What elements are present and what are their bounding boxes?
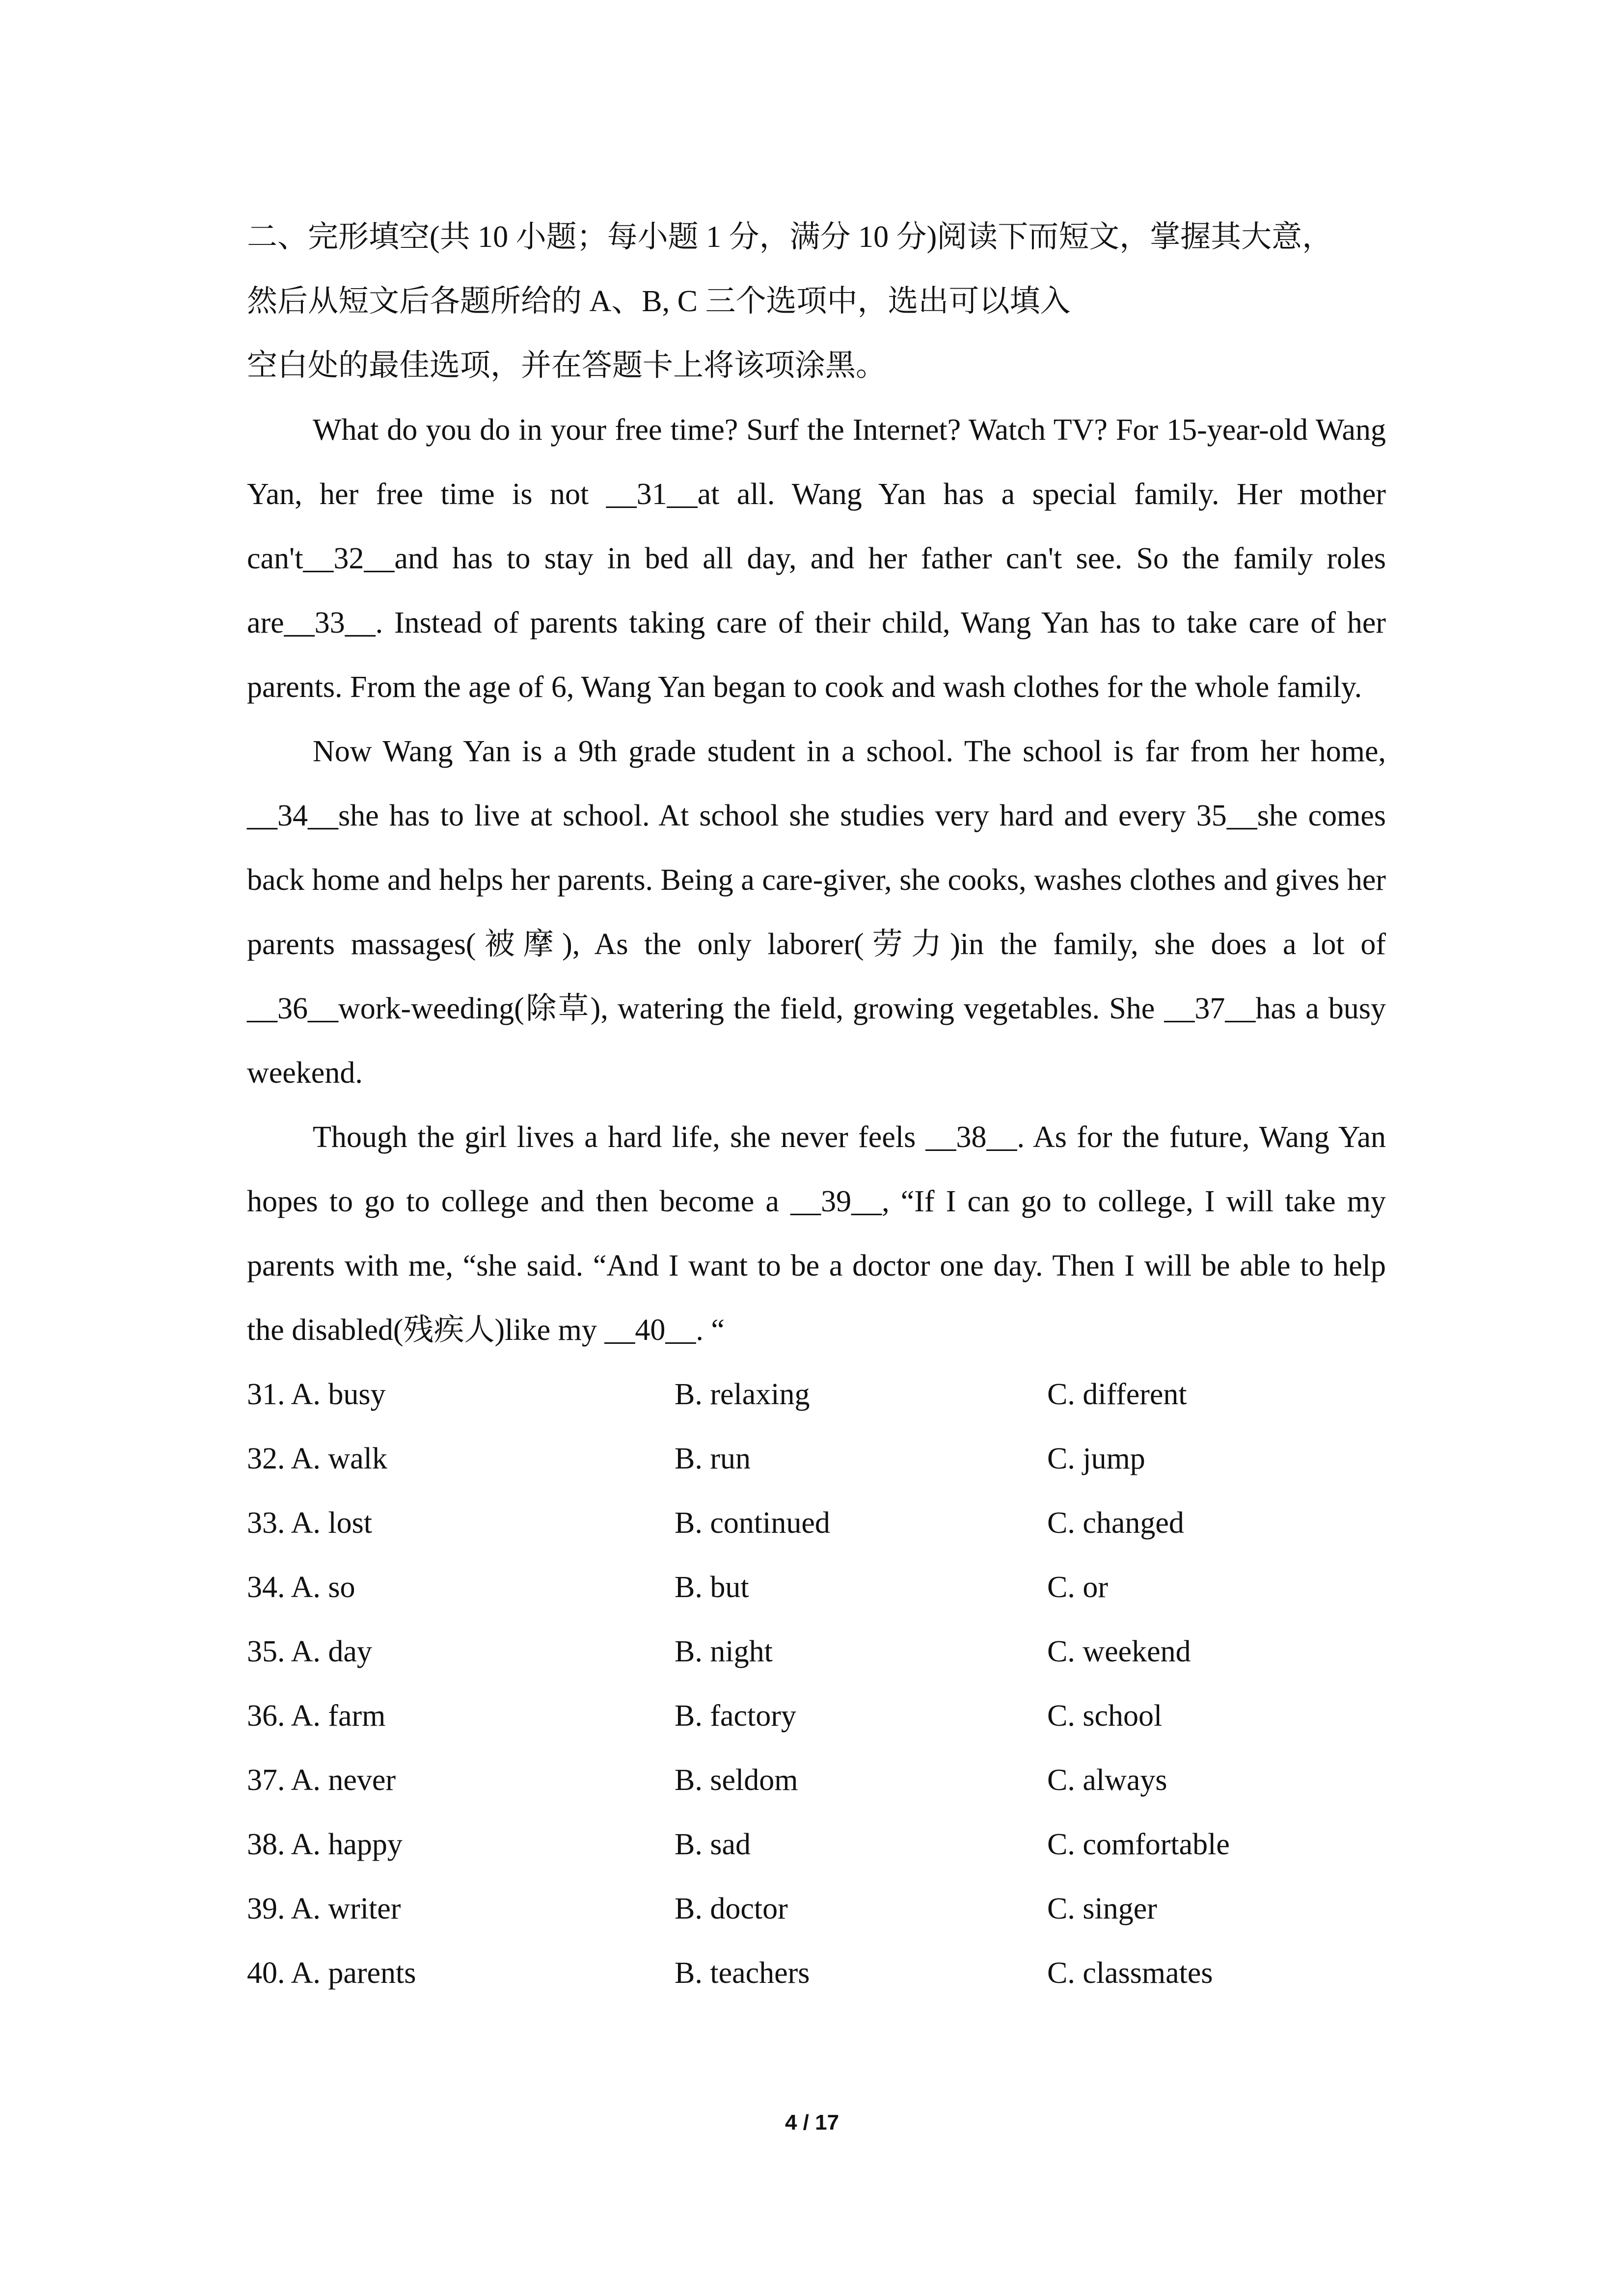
- question-options: [247, 1362, 1386, 2005]
- instruction-line: 空白处的最佳选项，并在答题卡上将该项涂黑。: [247, 349, 887, 382]
- question-row: [247, 1813, 1386, 1877]
- option-a: 34. A. so: [247, 1571, 355, 1604]
- passage-paragraph: Though the girl lives a hard life, she never feels __38__. As for the future, Wang Yan hopes to go to college and then become a __39__, “If I can go to college, I will take my parents with me, “she said. “And I want to be a doctor one day. Then I will be able to help the disabled(残疾人)like my __40__. “: [247, 1121, 1386, 1347]
- option-c: C. jump: [1047, 1442, 1145, 1475]
- option-a: 40. A. parents: [247, 1956, 416, 1990]
- option-a: 39. A. writer: [247, 1892, 401, 1925]
- passage-paragraph: Now Wang Yan is a 9th grade student in a school. The school is far from her home, __34__she has to live at school. At school she studies very hard and every 35__she comes back home and helps her parents. Being a care-giver, she cooks, washes clothes and gives her parents massages(被摩), As the only laborer(劳力)in the family, she does a lot of __36__work-weeding(除草), watering the field, growing vegetables. She __37__has a busy weekend.: [247, 735, 1386, 1090]
- question-row: [247, 1555, 1386, 1620]
- option-c: C. school: [1047, 1699, 1163, 1733]
- option-b: B. continued: [675, 1506, 830, 1540]
- option-c: C. always: [1047, 1763, 1167, 1797]
- option-b: B. run: [675, 1442, 751, 1475]
- option-c: C. or: [1047, 1571, 1108, 1604]
- option-b: B. doctor: [675, 1892, 788, 1925]
- option-b: B. sad: [675, 1828, 751, 1861]
- question-row: [247, 1684, 1386, 1748]
- option-c: C. changed: [1047, 1506, 1184, 1540]
- question-row: [247, 1620, 1386, 1684]
- question-row: [247, 1941, 1386, 2005]
- option-b: B. relaxing: [675, 1378, 810, 1411]
- option-c: C. singer: [1047, 1892, 1157, 1925]
- instruction-line: 然后从短文后各题所给的 A、B, C 三个选项中，选出可以填入: [247, 285, 1071, 318]
- option-a: 35. A. day: [247, 1635, 372, 1668]
- option-c: C. different: [1047, 1378, 1187, 1411]
- option-b: B. night: [675, 1635, 773, 1668]
- option-a: 37. A. never: [247, 1763, 396, 1797]
- option-a: 32. A. walk: [247, 1442, 387, 1475]
- passage-paragraph: What do you do in your free time? Surf the Internet? Watch TV? For 15-year-old Wang Yan, her free time is not __31__at all. Wang Yan has a special family. Her mother can't__32__and has to stay in bed all day, and her father can't see. So the family roles are__33__. Instead of parents taking care of their child, Wang Yan has to take care of her parents. From the age of 6, Wang Yan began to cook and wash clothes for the whole family.: [247, 413, 1386, 704]
- question-row: [247, 1362, 1386, 1427]
- document-body: [247, 205, 1386, 2005]
- page-number: 4 / 17: [785, 2110, 839, 2135]
- option-b: B. teachers: [675, 1956, 810, 1990]
- option-c: C. classmates: [1047, 1956, 1213, 1990]
- instruction-line: 二、完形填空(共 10 小题；每小题 1 分，满分 10 分)阅读下而短文，掌握其大意，: [247, 220, 1333, 254]
- question-row: [247, 1877, 1386, 1941]
- question-row: [247, 1491, 1386, 1555]
- option-a: 33. A. lost: [247, 1506, 372, 1540]
- option-a: 38. A. happy: [247, 1828, 403, 1861]
- option-b: B. factory: [675, 1699, 796, 1733]
- option-c: C. weekend: [1047, 1635, 1191, 1668]
- question-row: [247, 1427, 1386, 1491]
- option-b: B. seldom: [675, 1763, 798, 1797]
- option-c: C. comfortable: [1047, 1828, 1230, 1861]
- option-a: 31. A. busy: [247, 1378, 386, 1411]
- option-b: B. but: [675, 1571, 749, 1604]
- question-row: [247, 1748, 1386, 1813]
- option-a: 36. A. farm: [247, 1699, 386, 1733]
